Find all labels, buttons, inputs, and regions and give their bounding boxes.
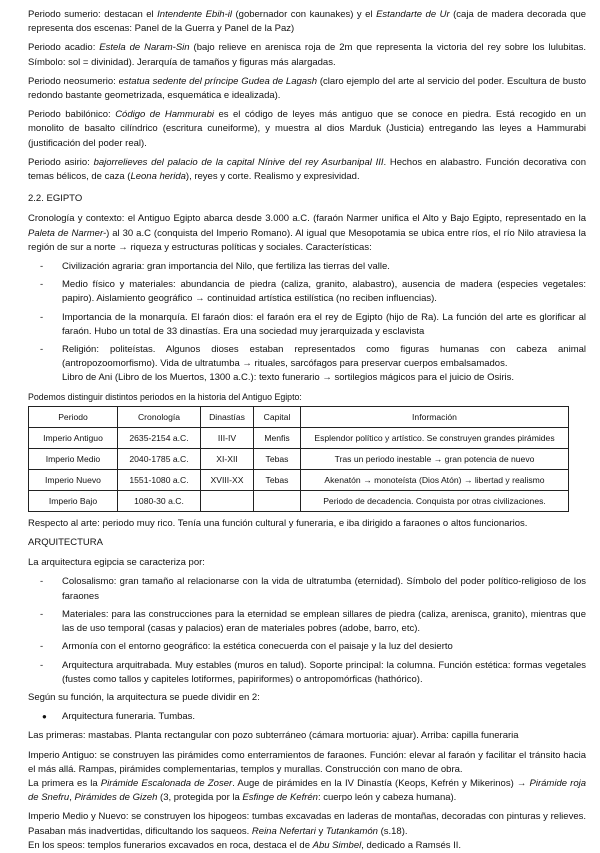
table-cell: 2040-1785 a.C. <box>118 448 201 469</box>
list-item: - Civilización agraria: gran importancia del Nilo, que fertiliza las tierras del valle. <box>28 260 586 274</box>
table-row <box>29 469 569 490</box>
table-cell: Esplendor político y artístico. Se construyen grandes pirámides <box>301 427 569 448</box>
architecture-characteristics-list <box>28 575 586 686</box>
table-cell <box>254 490 301 511</box>
list-item: - Armonía con el entorno geográfico: la estética conecuerda con el paisaje y la luz del desierto <box>28 640 586 654</box>
list-item: - Colosalismo: gran tamaño al relacionarse con la vida de ultratumba (eternidad). Símbolo del poder político-religioso de los faraones <box>28 575 586 603</box>
section-heading-arquitectura: ARQUITECTURA <box>28 537 103 549</box>
imperio-medio-nuevo-text: Imperio Medio y Nuevo: se construyen los hipogeos: tumbas excavadas en laderas de montañas, decoradas con pinturas y relieves. Pasaban más inadvertidas, dificultando los saqueos. Reina Nefertari y Tutankamón (s.18). <box>28 811 586 837</box>
period-asirio: Periodo asirio: bajorrelieves del palacio de la capital Nínive del rey Asurbanipal III. Hechos en alabastro. Función decorativa con temas bélicos, de caza (Leona herida), reyes y corte. Realismo y expresividad. <box>28 156 587 183</box>
list-item: - Importancia de la monarquía. El faraón dios: el faraón era el rey de Egipto (hijo de Ra). La función del arte es glorificar al faraón. Hubo un total de 33 dinastías. Era una sociedad muy jerarquizada y esclavista <box>28 311 586 339</box>
table-cell: Tebas <box>254 469 301 490</box>
list-item: - Arquitectura arquitrabada. Muy estables (muros en talud). Soporte principal: la columna. Función estética: formas vegetales (fustes como tallos y capiteles lotiformes, papiriformes) o antropomórficas (hathórico). <box>28 659 586 687</box>
piramides-text: La primera es la Pirámide Escalonada de Zoser. Auge de pirámides en la IV Dinastía (Keops, Kefrén y Mikerinos) → Pirámide roja de Snefru, Pirámides de Gizeh (3, protegida por la Esfinge de Kefrén: cuerpo león y cabeza humana). <box>28 777 586 804</box>
architecture-intro: La arquitectura egipcia se caracteriza por: <box>28 557 205 569</box>
table-cell <box>201 490 254 511</box>
egypt-characteristics-list <box>28 260 586 386</box>
table-header: Dinastías <box>201 406 254 427</box>
period-babilonico: Periodo babilónico: Código de Hammurabi es el código de leyes más antiguo que se conoce en piedra. Está recogido en un monolito de basalto cilíndrico (escritura cuneiforme), y muestra al dios Marduk (Justicia) entregando las leyes a Hammurabi (justificación del poder real). <box>28 109 587 149</box>
egypt-intro: Cronología y contexto: el Antiguo Egipto abarca desde 3.000 a.C. (faraón Narmer unifica el Alto y Bajo Egipto, representado en la Paleta de Narmer-) al 30 a.C (conquista del Imperio Romano). Al igual que Mesopotamia se ubica entre ríos, el río Nilo atraviesa la región de sur a norte → riqueza y estructuras políticas y sociales. Características: <box>28 213 587 253</box>
table-cell: 1080-30 a.C. <box>118 490 201 511</box>
table-row <box>29 490 569 511</box>
art-note: Respecto al arte: periodo muy rico. Tenía una función cultural y funeraria, e iba dirigido a faraones o altos funcionarios. <box>28 517 528 529</box>
table-caption: Podemos distinguir distintos periodos en la historia del Antiguo Egipto: <box>28 391 302 402</box>
period-acadio: Periodo acadio: Estela de Naram-Sin (bajo relieve en arenisca roja de 2m que representa la victoria del rey sobre los lulubitas. Símbolo: sol = divinidad). Jerarquía de tamaños y figuras más alargadas. <box>28 42 587 68</box>
table-row <box>29 448 569 469</box>
table-cell: Imperio Bajo <box>29 490 118 511</box>
list-item: - Materiales: para las construcciones para la eternidad se emplean sillares de piedra (caliza, arenisca, granito), mientras que las de uso temporal (casas y palacios) eran de materiales pobres (adobe, barro, etc). <box>28 608 586 636</box>
table-header: Capital <box>254 406 301 427</box>
table-cell: XI-XII <box>201 448 254 469</box>
table-cell: Periodo de decadencia. Conquista por otras civilizaciones. <box>301 490 569 511</box>
imperio-antiguo-text: Imperio Antiguo: se construyen las pirámides como enterramientos de faraones. Función: elevar al faraón y facilitar el tránsito hacia el más allá. Rampas, pirámides complementarias, templos y murallas. Construcción con mano de obra. <box>28 749 587 775</box>
table-cell: Imperio Medio <box>29 448 118 469</box>
period-sumerio: Periodo sumerio: destacan el Intendente Ebih-il (gobernador con kaunakes) y el Estandarte de Ur (caja de madera decorada que representa dos escenas: Panel de la Guerra y Panel de la Paz) <box>28 9 587 35</box>
list-item: - Medio físico y materiales: abundancia de piedra (caliza, granito, alabastro), ausencia de madera (especies vegetales: papiro). Aislamiento geográfico → continuidad artística estilística (no reciben influencias). <box>28 278 586 306</box>
table-cell: Menfis <box>254 427 301 448</box>
table-cell: Tras un periodo inestable → gran potencia de nuevo <box>301 448 569 469</box>
table-cell: Tebas <box>254 448 301 469</box>
table-cell: Akenatón → monoteísta (Dios Atón) → libertad y realismo <box>301 469 569 490</box>
table-header: Periodo <box>29 406 118 427</box>
period-neosumerio: Periodo neosumerio: estatua sedente del príncipe Gudea de Lagash (claro ejemplo del arte al servicio del poder. Escultura de busto redondo bastante geometrizada, esquemática e idealizada). <box>28 75 586 102</box>
table-header: Información <box>301 406 569 427</box>
table-header-row <box>29 406 569 427</box>
speos-text: En los speos: templos funerarios excavados en roca, destaca el de Abu Simbel, dedicado a Ramsés II. <box>28 839 462 851</box>
table-cell: Imperio Nuevo <box>29 469 118 490</box>
list-item-religion: - Religión: politeístas. Algunos dioses estaban representados como figuras humanas con cabeza animal (antropozoomorfismo). Vida de ultratumba → rituales, sarcófagos para preservar cuerpos embalsamados. Libro de Ani (Libro de los Muertos, 1300 a.C.): texto funerario → sortilegios mágicos para el juicio de Osiris. <box>28 343 586 386</box>
table-cell: Imperio Antiguo <box>29 427 118 448</box>
table-cell: 2635-2154 a.C. <box>118 427 201 448</box>
table-cell: III-IV <box>201 427 254 448</box>
section-heading-egipto: 2.2. EGIPTO <box>28 193 83 205</box>
mastabas-text: Las primeras: mastabas. Planta rectangular con pozo subterráneo (cámara mortuoria: ajuar). Arriba: capilla funeraria <box>28 730 519 742</box>
function-intro: Según su función, la arquitectura se puede dividir en 2: <box>28 691 260 703</box>
table-row <box>29 427 569 448</box>
function-list <box>28 710 586 724</box>
table-header: Cronología <box>118 406 201 427</box>
list-item: ● Arquitectura funeraria. Tumbas. <box>28 710 586 724</box>
table-cell: 1551-1080 a.C. <box>118 469 201 490</box>
table-cell: XVIII-XX <box>201 469 254 490</box>
periods-table <box>28 406 569 512</box>
